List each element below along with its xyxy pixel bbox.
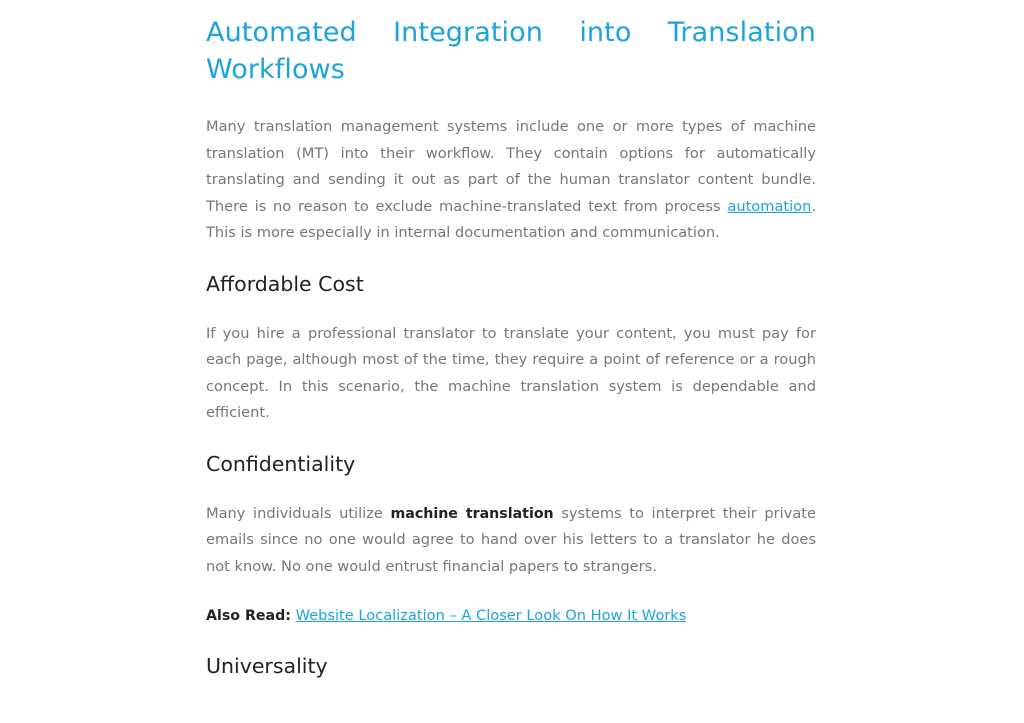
also-read-label: Also Read: (206, 608, 291, 624)
affordable-cost-heading: Affordable Cost (206, 271, 364, 296)
article-title-line-2: Workflows (206, 54, 345, 85)
intro-text-start: Many translation management systems include one or more types of machine translation (MT) into their workflow. They contain options for automatically translating and sending it out as part of the human translator content bundle. There is no reason to exclude machine-translated text from process (206, 118, 816, 215)
article-title (206, 14, 816, 88)
intro-text-end: . This is more especially in internal documentation and communication. (206, 197, 816, 241)
machine-translation-bold: machine translation (390, 505, 554, 522)
automation-link[interactable]: automation (727, 197, 812, 215)
confidentiality-text-start: Many individuals utilize (206, 504, 391, 522)
also-read-line (206, 603, 816, 629)
confidentiality-text-end: systems to interpret their private emails since no one would agree to hand over his letters to a translator he does not know. No one would entrust financial papers to strangers. (206, 504, 816, 575)
confidentiality-paragraph (206, 501, 816, 581)
affordable-cost-paragraph: If you hire a professional translator to translate your content, you must pay for each page, although most of the time, they require a point of reference or a rough concept. In this scenario, the machine translation system is dependable and efficient. (206, 324, 816, 421)
confidentiality-heading: Confidentiality (206, 451, 356, 476)
intro-paragraph (206, 114, 816, 247)
website-localization-link[interactable]: Website Localization – A Closer Look On How It Works (295, 607, 687, 624)
article-content (206, 14, 816, 680)
article-title-line-1: Automated Integration into Translation (206, 17, 816, 48)
universality-heading: Universality (206, 654, 328, 678)
